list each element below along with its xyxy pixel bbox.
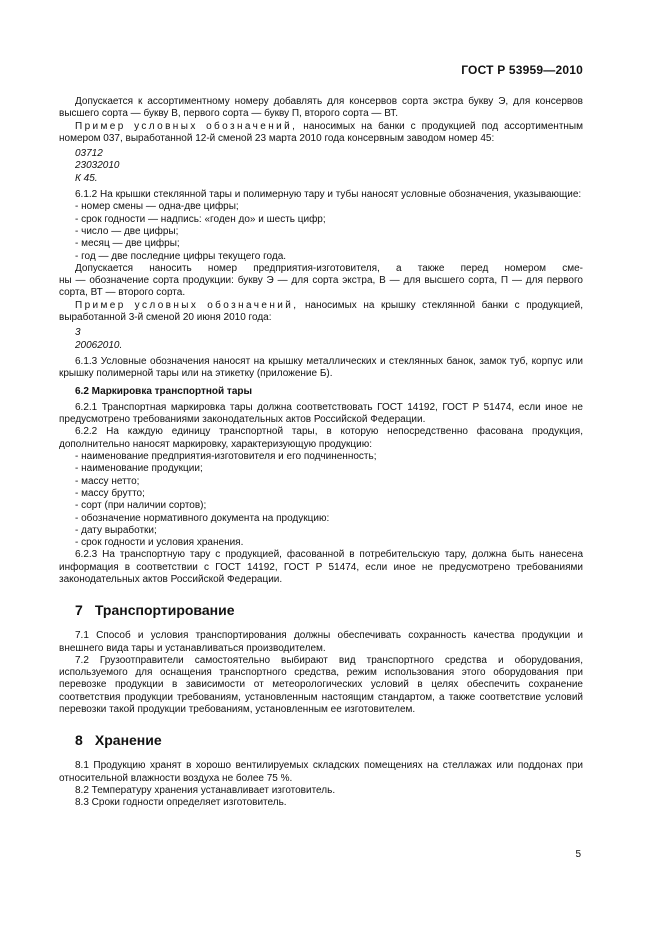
bullet-list	[59, 201, 583, 262]
list-item: - номер смены — одна-две цифры;	[59, 201, 583, 213]
example-block	[75, 327, 583, 352]
page-number: 5	[575, 849, 581, 860]
example-intro	[59, 121, 583, 146]
example-block	[75, 148, 583, 185]
list-item: - массу брутто;	[59, 488, 583, 500]
list-item: - обозначение нормативного документа на продукцию:	[59, 513, 583, 525]
subsection-heading: 6.2 Маркировка транспортной тары	[75, 385, 253, 397]
paragraph: 6.1.2 На крышки стеклянной тары и полимерную тару и тубы наносят условные обозначения, указывающие:	[75, 189, 582, 201]
paragraph: Допускается наносить номер предприятия-изготовителя, а также перед номером сме-	[75, 262, 583, 274]
list-item: - число — две цифры;	[59, 226, 583, 238]
paragraph: 8.2 Температуру хранения устанавливает изготовитель.	[75, 784, 336, 796]
example-line: 03712	[75, 148, 103, 160]
list-item: - срок годности — надпись: «годен до» и шесть цифр;	[59, 214, 583, 226]
paragraph: 6.1.3 Условные обозначения наносят на крышку металлических и стеклянных банок, замок туб, корпус или крышку полимерной тары или на этикетку (приложение Б).	[59, 355, 583, 380]
document-body	[59, 96, 583, 810]
paragraph: 6.2.2 На каждую единицу транспортной тары, в которую непосредственно фасована продукция, дополнительно наносят маркировку, характеризующую продукцию:	[59, 426, 583, 450]
section-number: 8	[75, 732, 83, 749]
section-heading-7	[75, 602, 583, 618]
list-item: - месяц — две цифры;	[59, 238, 583, 250]
list-item: - наименование продукции;	[59, 463, 583, 475]
list-item: - дату выработки;	[59, 525, 583, 537]
paragraph: 7.2 Грузоотправители самостоятельно выбирают вид транспортного средства и оборудования, используемого для оснащения транспортного средства, режим использования этого оборудования при перевозке продукции в зависимости от метеорологических условий в целях обеспечить сохранение соответствия продукции требованиям, установленным настоящим стандартом, а также соответствие условий перевозки такой продукции требованиям, установленным ее изготовителем.	[59, 654, 583, 716]
example-line: 23032010	[75, 160, 120, 172]
example-line: К 45.	[75, 172, 98, 184]
paragraph: 6.2.3 На транспортную тару с продукцией, фасованной в потребительскую тару, должна быть нанесена информация в соответствии с ГОСТ 14192, ГОСТ Р 51474, если иное не предусмотрено требованиями законодательных актов Российской Федерации.	[59, 549, 583, 585]
section-heading-8	[75, 732, 583, 748]
list-item: - наименование предприятия-изготовителя и его подчиненность;	[59, 451, 583, 463]
list-item: - сорт (при наличии сортов);	[59, 500, 583, 512]
list-item: - срок годности и условия хранения.	[59, 537, 583, 549]
paragraph: ны — обозначение сорта продукции: букву Э — для сорта экстра, В — для высшего сорта, П — для первого сорта, ВТ — второго сорта.	[59, 275, 583, 299]
paragraph: Допускается к ассортиментному номеру добавлять для консервов сорта экстра букву Э, для консервов высшего сорта — букву В, первого сорта — букву П, второго сорта — ВТ.	[59, 96, 583, 120]
list-item: - год — две последние цифры текущего года.	[59, 251, 583, 263]
example-text: наносимых на банки с продукцией под ассортиментным номером 037, выработанной 12-й сменой 23 марта 2010 года консервным заводом номер 45:	[59, 120, 583, 144]
section-title: Хранение	[94, 732, 162, 749]
paragraph: 8.1 Продукцию хранят в хорошо вентилируемых складских помещениях на стеллажах или поддонах при относительной влажности воздуха не более 75 %.	[59, 760, 583, 784]
example-intro	[59, 300, 583, 325]
paragraph: 8.3 Сроки годности определяет изготовитель.	[75, 797, 287, 809]
document-code-header: ГОСТ Р 53959—2010	[461, 63, 583, 77]
example-lead: Пример условных обозначений,	[75, 299, 299, 311]
example-line: 3	[75, 327, 81, 339]
example-text: наносимых на крышку стеклянной банки с продукцией, выработанной 3-й сменой 20 июня 2010 года:	[59, 299, 583, 324]
section-title: Транспортирование	[94, 602, 235, 619]
example-lead: Пример условных обозначений,	[75, 120, 298, 132]
bullet-list	[59, 451, 583, 549]
example-line: 20062010.	[75, 339, 123, 351]
paragraph: 7.1 Способ и условия транспортирования должны обеспечивать сохранность качества продукции и внешнего вида тары и устанавливаться производителем.	[59, 630, 583, 654]
section-number: 7	[75, 602, 83, 619]
list-item: - массу нетто;	[59, 476, 583, 488]
paragraph: 6.2.1 Транспортная маркировка тары должна соответствовать ГОСТ 14192, ГОСТ Р 51474, если иное не предусмотрено требованиями законодательных актов Российской Федерации.	[59, 401, 583, 426]
